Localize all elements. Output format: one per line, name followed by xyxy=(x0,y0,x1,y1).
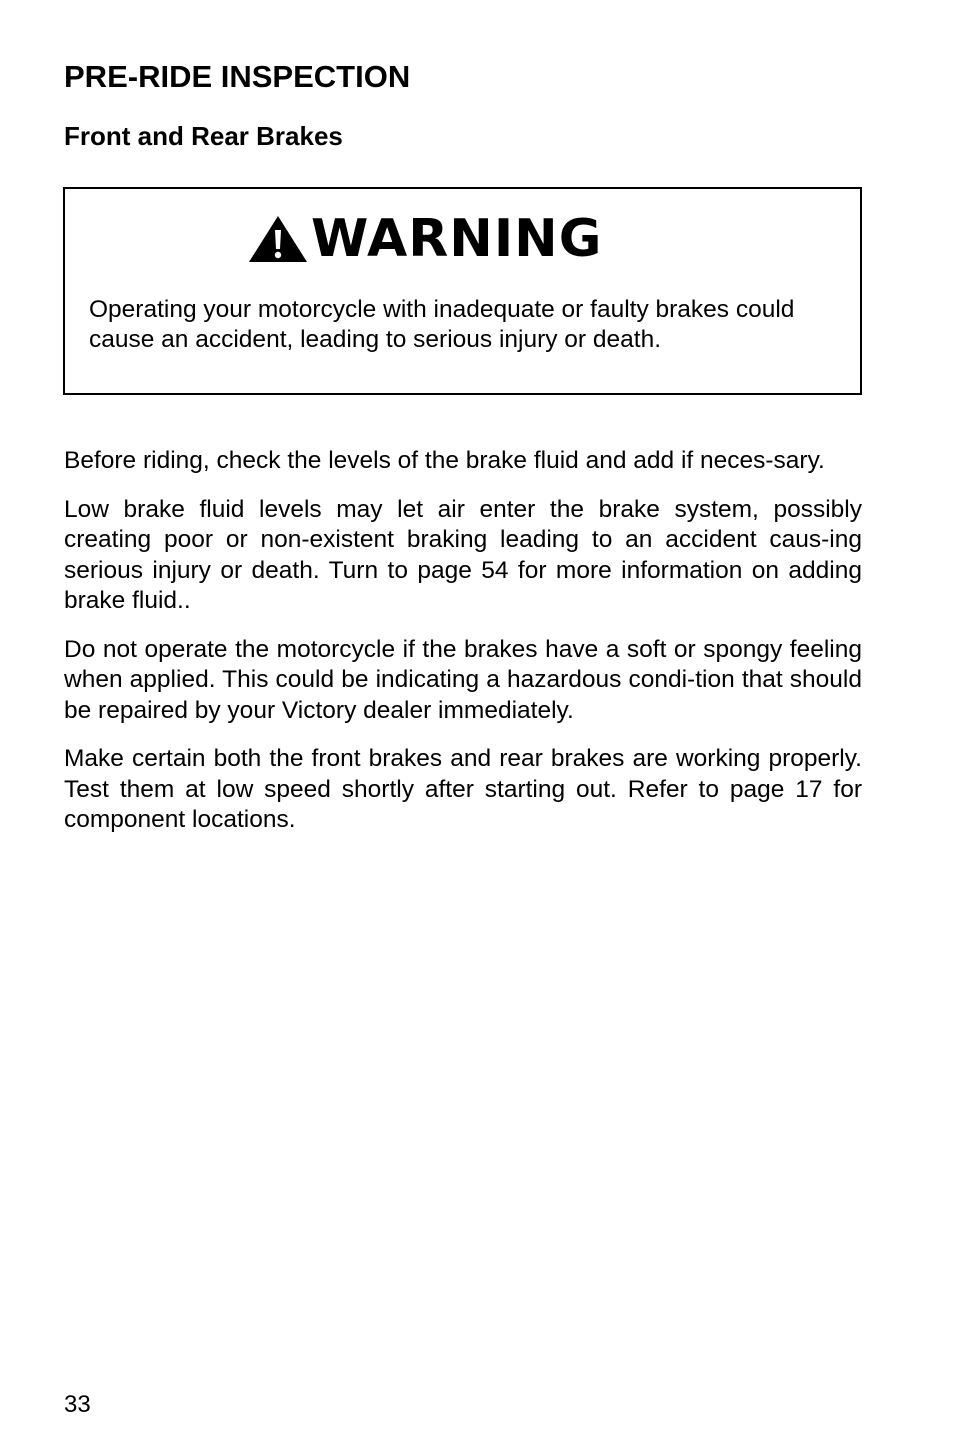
paragraph-test-brakes: Make certain both the front brakes and rear brakes are working properly. Test them at low speed shortly after starting out. Refer to page 17 for component locations. xyxy=(64,745,862,833)
warning-triangle-icon xyxy=(247,214,309,264)
warning-header xyxy=(247,211,602,267)
warning-box xyxy=(63,187,862,395)
paragraph-spongy-brakes: Do not operate the motorcycle if the brakes have a soft or spongy feeling when applied. This could be indicating a hazardous condi-tion that should be repaired by your Victory dealer immediately. xyxy=(64,635,862,724)
page-number: 33 xyxy=(64,1391,91,1418)
warning-label: WARNING xyxy=(311,209,603,269)
section-title: PRE-RIDE INSPECTION xyxy=(64,59,411,94)
subsection-title: Front and Rear Brakes xyxy=(64,121,343,151)
paragraph-low-fluid: Low brake fluid levels may let air enter the brake system, possibly creating poor or non-existent braking leading to an accident caus-ing serious injury or death. Turn to page 54 for more information on adding brake fluid.. xyxy=(64,495,862,614)
warning-text: Operating your motorcycle with inadequate or faulty brakes could cause an accident, leading to serious injury or death. xyxy=(89,296,795,353)
paragraph-check-fluid: Before riding, check the levels of the brake fluid and add if neces-sary. xyxy=(64,447,825,474)
body-text xyxy=(64,446,862,854)
